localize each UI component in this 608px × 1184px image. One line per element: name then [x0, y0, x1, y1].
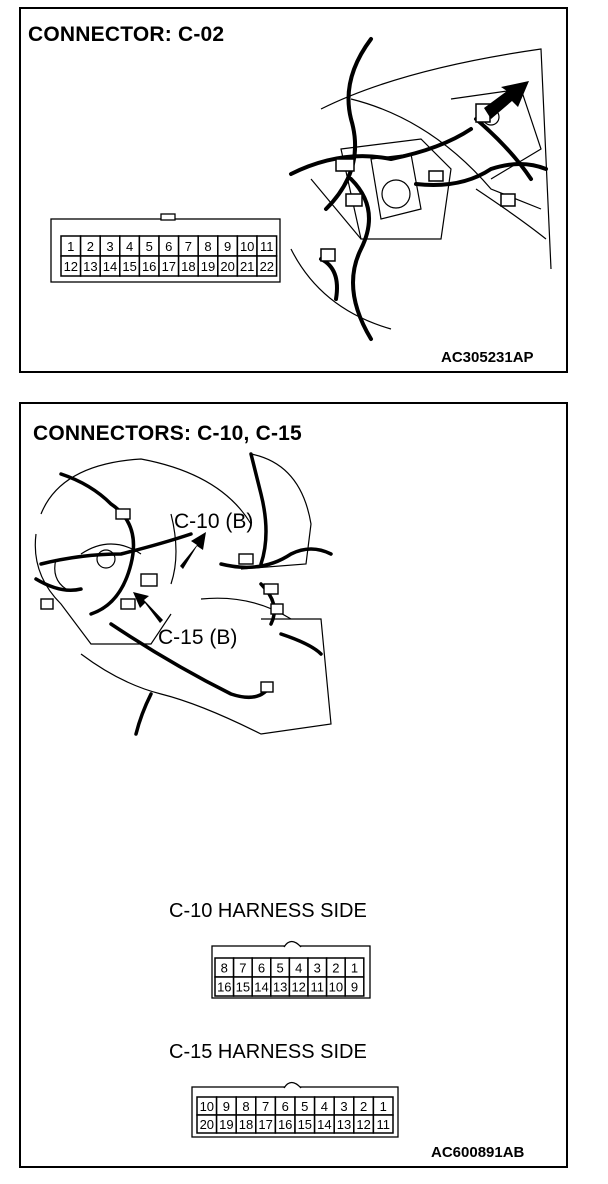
- pin-number: 15: [297, 1117, 313, 1132]
- c15-harness-label: C-15 HARNESS SIDE: [169, 1041, 367, 1063]
- pin-number: 17: [161, 259, 177, 274]
- pin-number: 12: [291, 979, 306, 995]
- figure-code: AC305231AP: [441, 349, 534, 366]
- pin-number: 4: [320, 1099, 329, 1114]
- pin-number: 15: [122, 259, 137, 274]
- pin-number: 3: [340, 1099, 348, 1114]
- pin-number: 4: [295, 960, 303, 976]
- pin-number: 8: [242, 1099, 250, 1114]
- pin-number: 22: [259, 259, 275, 274]
- pin-number: 1: [67, 239, 75, 254]
- pin-number: 6: [165, 239, 173, 254]
- pin-number: 5: [276, 960, 284, 976]
- pin-number: 4: [125, 239, 134, 254]
- pin-number: 16: [217, 979, 232, 995]
- pin-number: 11: [376, 1117, 390, 1132]
- arrow-icon: [133, 592, 163, 623]
- pin-number: 14: [254, 979, 269, 995]
- pin-number: 7: [261, 1099, 270, 1114]
- pin-number: 17: [258, 1117, 273, 1132]
- c02-connector-face: [51, 214, 280, 282]
- dashboard-drawing: [35, 454, 331, 734]
- pin-number: 1: [379, 1099, 387, 1114]
- wire-harness: [36, 454, 331, 734]
- c10-connector-face: [212, 942, 370, 999]
- pin-number: 19: [219, 1117, 234, 1132]
- pin-number: 13: [83, 259, 98, 274]
- pin-number: 11: [260, 239, 274, 254]
- pin-number: 10: [328, 979, 344, 995]
- c10-c15-illustration: [21, 404, 570, 1170]
- pin-number: 20: [220, 259, 235, 274]
- pin-number: 18: [238, 1117, 254, 1132]
- arrow-icon: [484, 81, 529, 119]
- pin-number: 18: [181, 259, 196, 274]
- panel-title: CONNECTOR: C-02: [28, 23, 225, 46]
- pin-number: 5: [301, 1099, 309, 1114]
- c10-harness-label: C-10 HARNESS SIDE: [169, 900, 367, 922]
- pin-number: 6: [257, 960, 266, 976]
- c02-illustration: [21, 9, 570, 375]
- pin-number: 7: [184, 239, 193, 254]
- pin-number: 13: [272, 979, 288, 995]
- pin-number: 6: [281, 1099, 289, 1114]
- pin-number: 20: [199, 1117, 215, 1132]
- pin-number: 8: [220, 960, 228, 976]
- connectors-c10-c15-panel: [19, 402, 568, 1168]
- pin-number: 21: [239, 259, 255, 274]
- pin-number: 10: [239, 239, 255, 254]
- pin-number: 13: [336, 1117, 352, 1132]
- pin-number: 12: [356, 1117, 371, 1132]
- pin-number: 10: [199, 1099, 215, 1114]
- pin-number: 14: [102, 259, 118, 274]
- pin-number: 1: [350, 960, 359, 976]
- pin-number: 5: [145, 239, 153, 254]
- pin-number: 16: [141, 259, 157, 274]
- pin-number: 12: [63, 259, 79, 274]
- pin-number: 3: [106, 239, 114, 254]
- connector-c02-panel: [19, 7, 568, 373]
- figure-code: AC600891AB: [431, 1144, 525, 1161]
- callout-c15: C-15 (B): [158, 626, 238, 649]
- pin-number: 2: [86, 239, 95, 254]
- pin-number: 3: [313, 960, 321, 976]
- pin-number: 9: [223, 239, 232, 254]
- pin-number: 2: [332, 960, 340, 976]
- pin-number: 15: [235, 979, 251, 995]
- panel-title: CONNECTORS: C-10, C-15: [33, 422, 302, 445]
- c15-connector-face: [192, 1083, 398, 1138]
- pin-number: 2: [359, 1099, 368, 1114]
- pin-number: 11: [310, 979, 325, 995]
- pin-number: 16: [277, 1117, 293, 1132]
- pin-number: 9: [222, 1099, 231, 1114]
- pin-number: 8: [204, 239, 212, 254]
- pin-number: 14: [317, 1117, 332, 1132]
- pin-number: 19: [200, 259, 216, 274]
- callout-c10: C-10 (B): [174, 510, 254, 533]
- wire-harness: [291, 39, 546, 339]
- pin-number: 7: [239, 960, 247, 976]
- pin-number: 9: [350, 979, 359, 995]
